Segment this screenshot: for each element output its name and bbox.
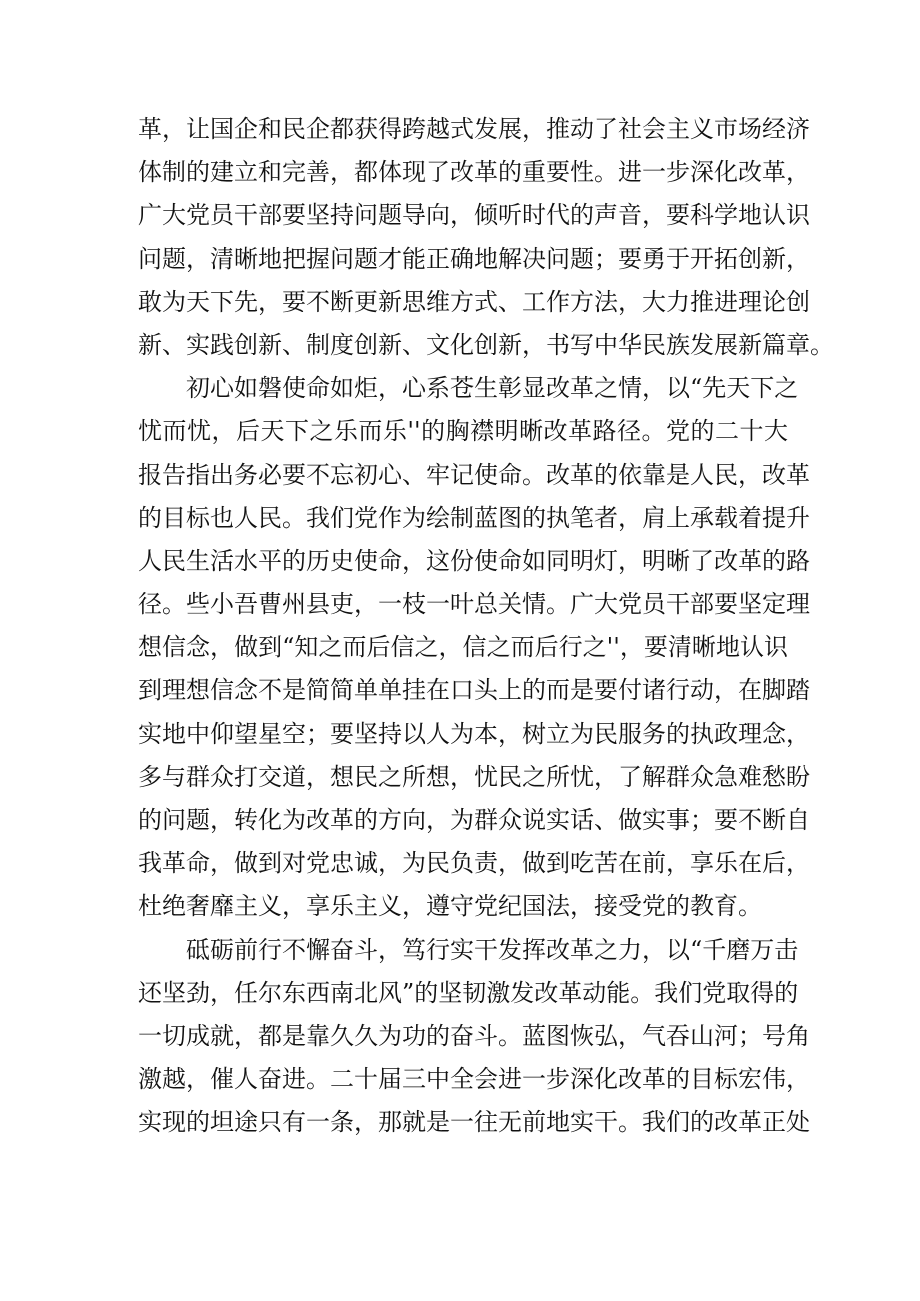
text-line: 的目标也人民。我们党作为绘制蓝图的执笔者，肩上承载着提升 <box>138 503 810 532</box>
text-line: 人民生活水平的历史使命，这份使命如同明灯，明晰了改革的路 <box>138 546 810 575</box>
paragraph-first-line: 初心如磐使命如炬，心系苍生彰显改革之情，以“先天下之 <box>186 374 799 403</box>
text-line: 新、实践创新、制度创新、文化创新，书写中华民族发展新篇章。 <box>138 330 834 359</box>
paragraph-first-line: 砥砺前行不懈奋斗，笃行实干发挥改革之力，以“千磨万击 <box>186 935 799 964</box>
text-line: 径。些小吾曹州县吏，一枝一叶总关情。广大党员干部要坚定理 <box>138 590 810 619</box>
body-text <box>138 108 834 1145</box>
text-line: 还坚劲，任尔东西南北风”的坚韧激发改革动能。我们党取得的 <box>138 978 799 1007</box>
text-line: 多与群众打交道，想民之所想，忧民之所忧，了解群众急难愁盼 <box>138 762 810 791</box>
text-line: 的问题，转化为改革的方向，为群众说实话、做实事；要不断自 <box>138 806 810 834</box>
text-line: 想信念，做到“知之而后信之，信之而后行之''，要清晰地认识 <box>138 633 788 662</box>
text-line: 问题，清晰地把握问题才能正确地解决问题；要勇于开拓创新， <box>138 244 810 273</box>
text-line: 广大党员干部要坚持问题导向，倾听时代的声音，要科学地认识 <box>138 201 810 230</box>
text-line: 激越，催人奋进。二十届三中全会进一步深化改革的目标宏伟， <box>138 1065 810 1094</box>
text-line: 体制的建立和完善，都体现了改革的重要性。进一步深化改革， <box>138 158 810 187</box>
text-line: 忧而忧，后天下之乐而乐''的胸襟明晰改革路径。党的二十大 <box>138 417 788 446</box>
text-line: 敢为天下先，要不断更新思维方式、工作方法，大力推进理论创 <box>138 287 810 316</box>
text-line: 实现的坦途只有一条，那就是一往无前地实干。我们的改革正处 <box>138 1108 810 1137</box>
text-line: 报告指出务必要不忘初心、牢记使命。改革的依靠是人民，改革 <box>138 460 810 489</box>
text-line: 革，让国企和民企都获得跨越式发展，推动了社会主义市场经济 <box>138 115 810 143</box>
text-line: 一切成就，都是靠久久为功的奋斗。蓝图恢弘，气吞山河；号角 <box>138 1021 810 1050</box>
text-line: 我革命，做到对党忠诚，为民负责，做到吃苦在前，享乐在后， <box>138 849 810 878</box>
paragraph-last-line: 杜绝奢靡主义，享乐主义，遵守党纪国法，接受党的教育。 <box>138 892 762 921</box>
text-line: 实地中仰望星空；要坚持以人为本，树立为民服务的执政理念， <box>138 719 810 748</box>
text-line: 到理想信念不是简简单单挂在口头上的而是要付诸行动，在脚踏 <box>138 676 810 705</box>
